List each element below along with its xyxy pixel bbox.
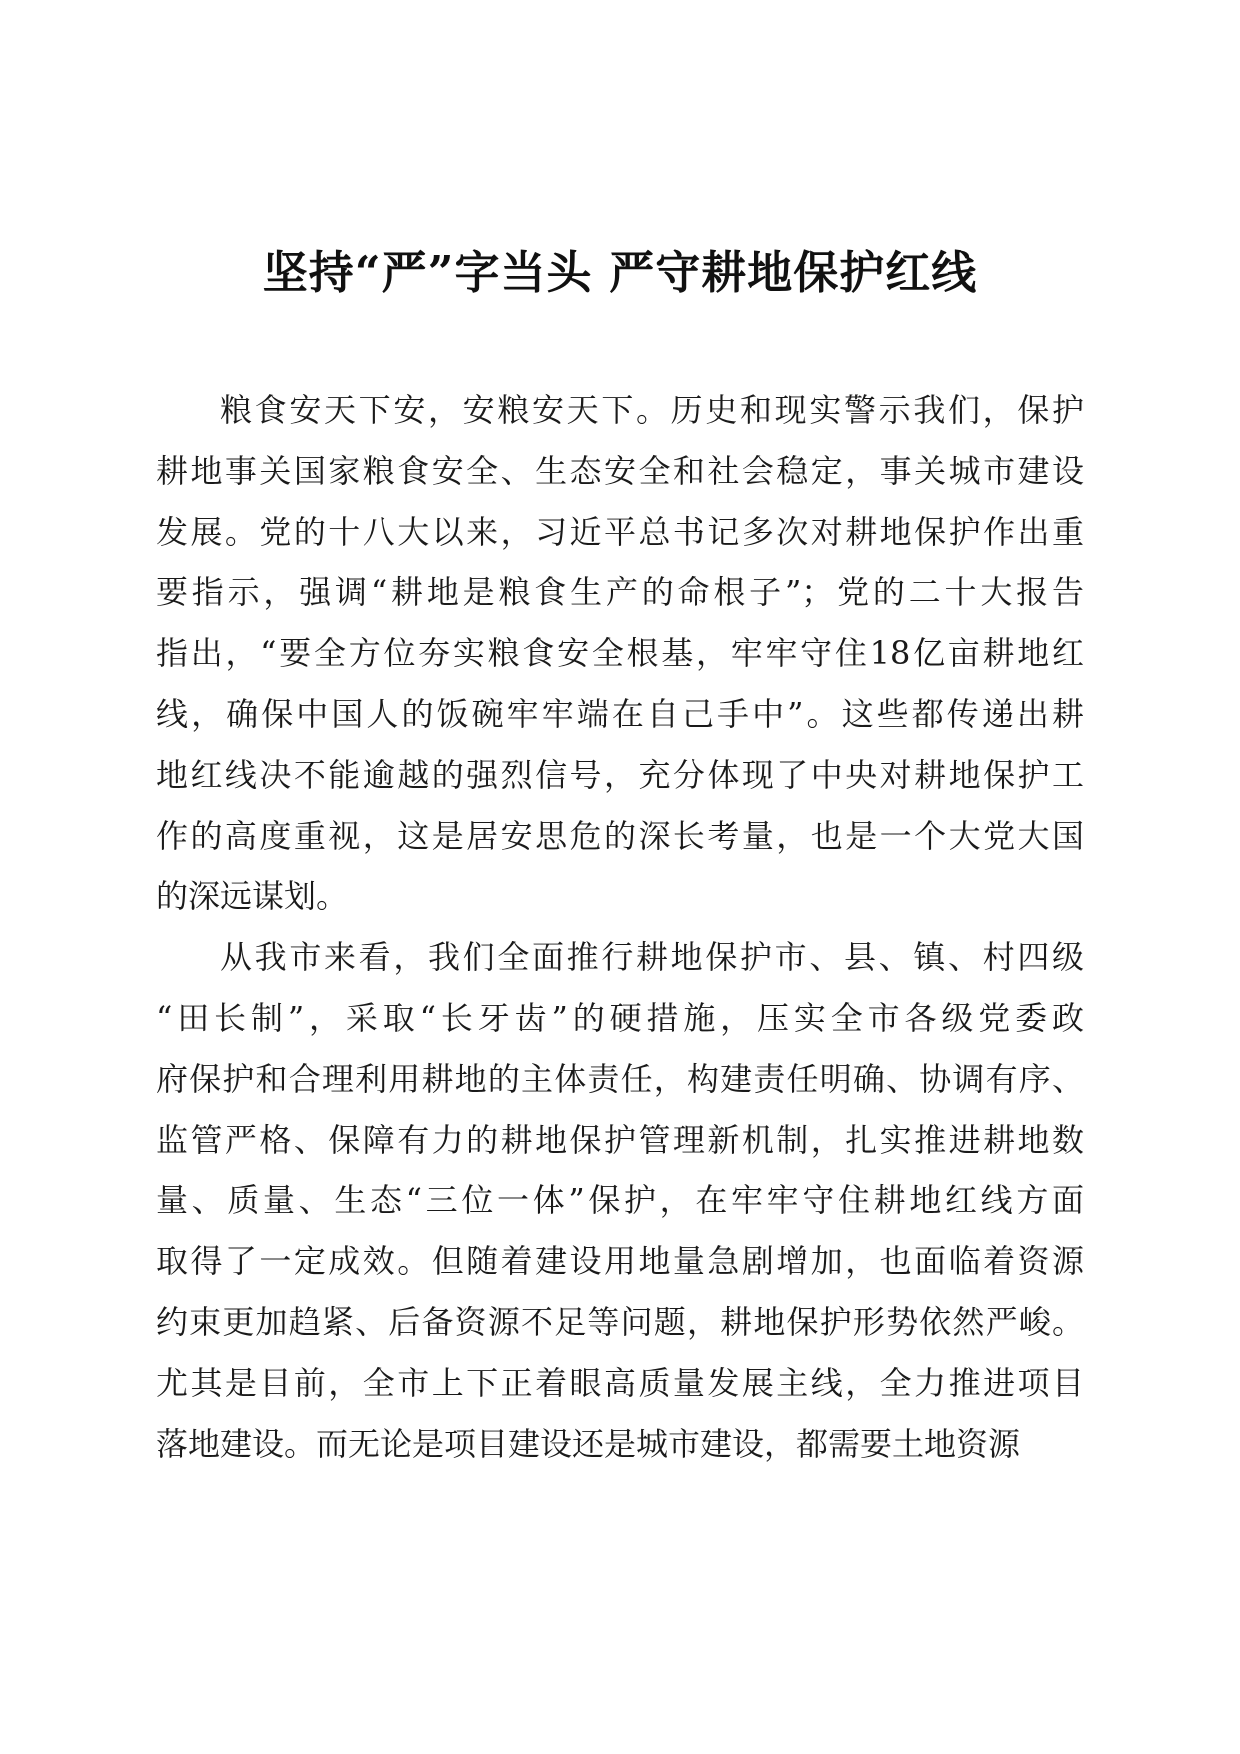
text-line: 尤其是目前，全市上下正着眼高质量发展主线，全力推进项目 <box>156 1363 1084 1402</box>
text-line: 耕地事关国家粮食安全、生态安全和社会稳定，事关城市建设 <box>156 451 1084 490</box>
text-line: 取得了一定成效。但随着建设用地量急剧增加，也面临着资源 <box>156 1242 1084 1281</box>
text-line: “田长制”，采取“长牙齿”的硬措施，压实全市各级党委政 <box>156 998 1084 1037</box>
text-line: 府保护和合理利用耕地的主体责任，构建责任明确、协调有序、 <box>156 1059 1084 1098</box>
text-line: 指出，“要全方位夯实粮食安全根基，牢牢守住18亿亩耕地红 <box>156 634 1084 673</box>
paragraph-1 <box>156 380 1084 927</box>
paragraph-2 <box>156 927 1084 1474</box>
text-line: 从我市来看，我们全面推行耕地保护市、县、镇、村四级 <box>220 938 1084 977</box>
text-line: 落地建设。而无论是项目建设还是城市建设，都需要土地资源 <box>156 1424 1021 1463</box>
text-line: 作的高度重视，这是居安思危的深长考量，也是一个大党大国 <box>156 816 1084 855</box>
text-line: 发展。党的十八大以来，习近平总书记多次对耕地保护作出重 <box>156 512 1084 551</box>
text-line: 约束更加趋紧、后备资源不足等问题，耕地保护形势依然严峻。 <box>156 1302 1084 1341</box>
document-title: 坚持“严”字当头 严守耕地保护红线 <box>262 246 978 299</box>
text-line: 要指示，强调“耕地是粮食生产的命根子”；党的二十大报告 <box>156 573 1084 612</box>
document-body <box>156 380 1084 1474</box>
text-line: 粮食安天下安，安粮安天下。历史和现实警示我们，保护 <box>220 391 1084 429</box>
text-line: 监管严格、保障有力的耕地保护管理新机制，扎实推进耕地数 <box>156 1120 1084 1159</box>
text-line: 量、质量、生态“三位一体”保护，在牢牢守住耕地红线方面 <box>156 1181 1084 1220</box>
text-line: 地红线决不能逾越的强烈信号，充分体现了中央对耕地保护工 <box>156 755 1084 794</box>
text-line: 线，确保中国人的饭碗牢牢端在自己手中”。这些都传递出耕 <box>156 694 1084 733</box>
text-line: 的深远谋划。 <box>156 877 349 916</box>
